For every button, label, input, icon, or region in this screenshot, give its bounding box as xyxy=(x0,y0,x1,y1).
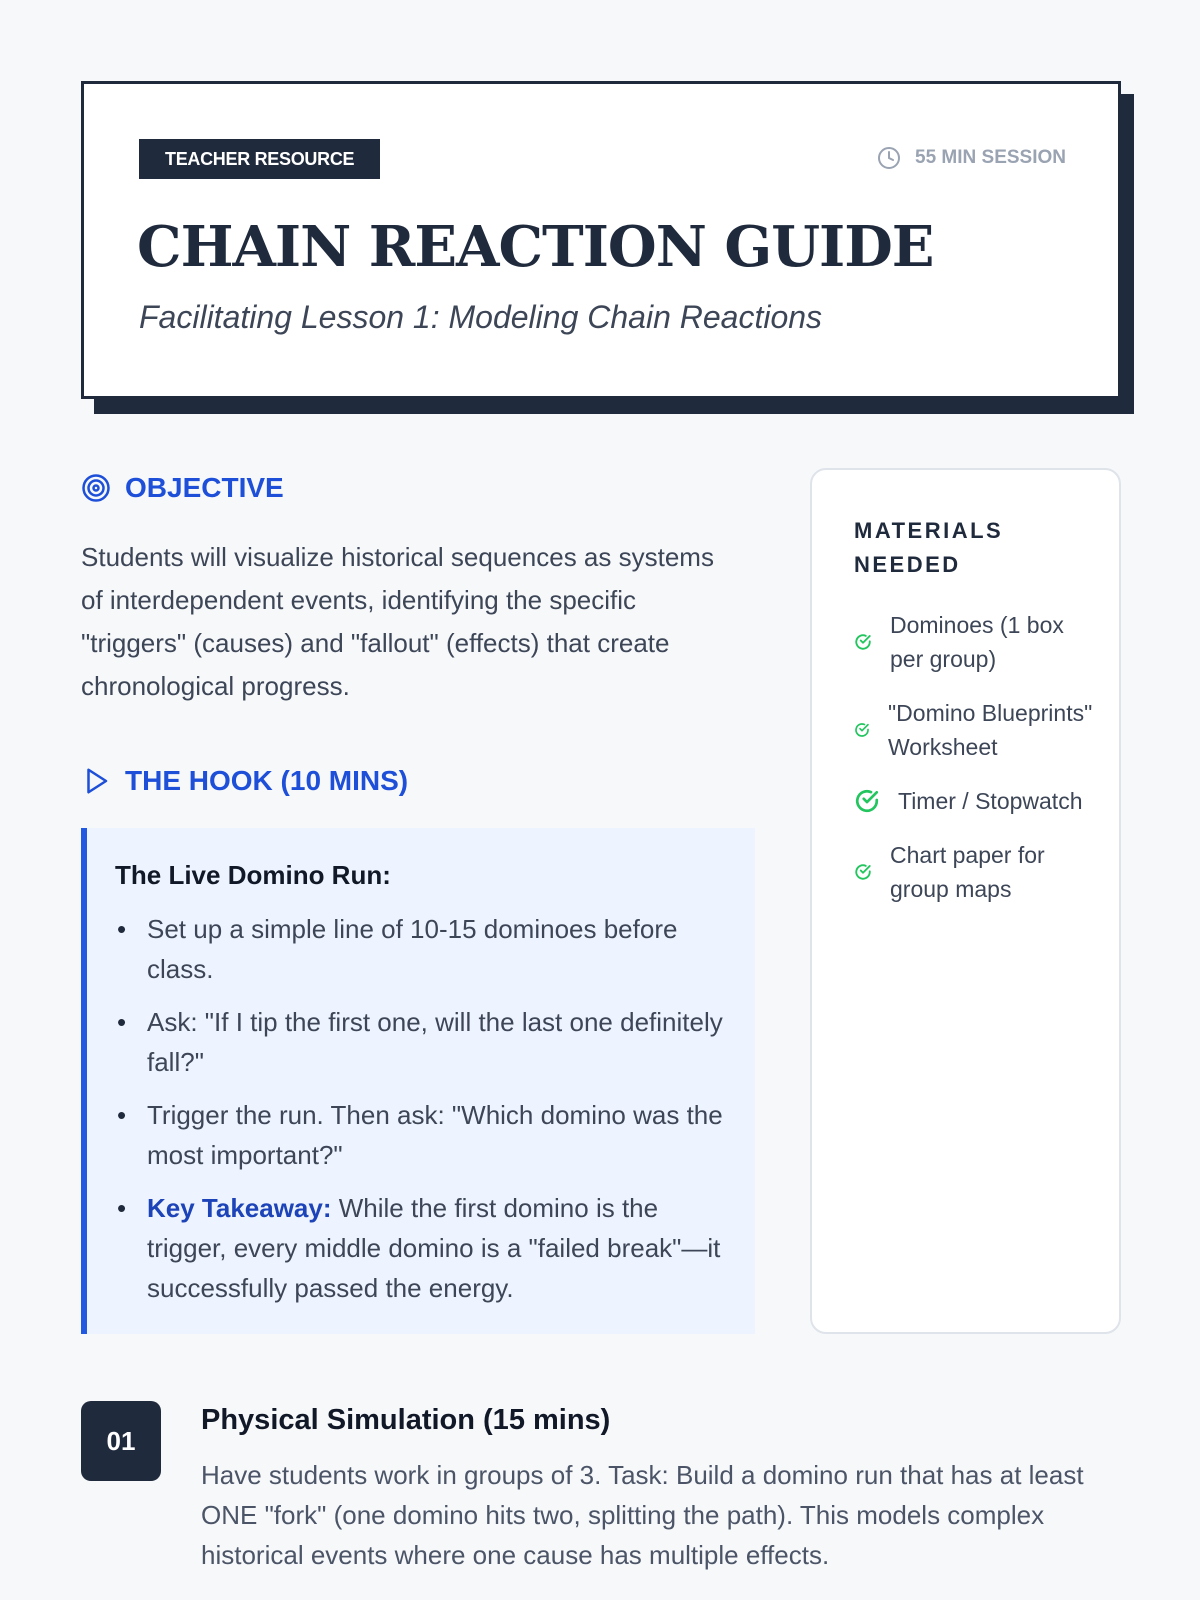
check-circle-icon xyxy=(854,633,872,651)
material-item xyxy=(854,608,1099,676)
objective-heading-label: OBJECTIVE xyxy=(125,472,284,503)
material-item xyxy=(854,696,1099,764)
check-circle-icon xyxy=(854,722,870,738)
hook-box-title: The Live Domino Run: xyxy=(115,860,391,890)
material-item xyxy=(854,838,1099,906)
takeaway-text: While the first domino is the trigger, every middle domino is a "failed break"—it successfully passed the energy. xyxy=(147,1193,721,1303)
material-label: Chart paper for group maps xyxy=(890,842,1045,902)
material-item xyxy=(854,784,1099,818)
step-text: Have students work in groups of 3. Task: Build a domino run that has at least ONE "fork" (one domino hits two, splitting the path). This models complex historical events where one cause has multiple effects. xyxy=(201,1460,1084,1570)
objective-heading xyxy=(81,472,284,504)
list-item: • Trigger the run. Then ask: "Which domino was the most important?" xyxy=(115,1095,725,1175)
material-label: Timer / Stopwatch xyxy=(898,788,1083,814)
target-icon xyxy=(81,473,111,503)
list-item-takeaway xyxy=(115,1188,725,1308)
play-icon xyxy=(81,766,111,796)
resource-badge: TEACHER RESOURCE xyxy=(139,139,380,179)
materials-heading: MATERIALS NEEDED xyxy=(854,518,1004,577)
objective-text: Students will visualize historical sequences as systems of interdependent events, identifying the specific "triggers" (causes) and "fallout" (effects) that create chronological progress. xyxy=(81,542,714,701)
check-circle-icon xyxy=(854,788,880,814)
hook-box xyxy=(81,828,755,1334)
page-subtitle: Facilitating Lesson 1: Modeling Chain Reactions xyxy=(139,299,823,335)
takeaway-label: Key Takeaway: xyxy=(147,1193,332,1223)
material-label: Dominoes (1 box per group) xyxy=(890,612,1064,672)
material-label: "Domino Blueprints" Worksheet xyxy=(888,700,1093,760)
session-duration xyxy=(877,146,1066,170)
hook-heading xyxy=(81,765,408,797)
hook-list xyxy=(115,909,725,1308)
header-card xyxy=(81,81,1121,399)
list-item: • Set up a simple line of 10-15 dominoes before class. xyxy=(115,909,725,989)
clock-icon xyxy=(877,146,901,170)
step-number-badge: 01 xyxy=(81,1401,161,1481)
materials-card xyxy=(810,468,1121,1334)
session-label: 55 MIN SESSION xyxy=(915,147,1066,168)
page-title: CHAIN REACTION GUIDE xyxy=(137,214,934,280)
check-circle-icon xyxy=(854,863,872,881)
list-item: • Ask: "If I tip the first one, will the last one definitely fall?" xyxy=(115,1002,725,1082)
hook-heading-label: THE HOOK (10 MINS) xyxy=(125,765,409,796)
step-title: Physical Simulation (15 mins) xyxy=(201,1404,611,1436)
